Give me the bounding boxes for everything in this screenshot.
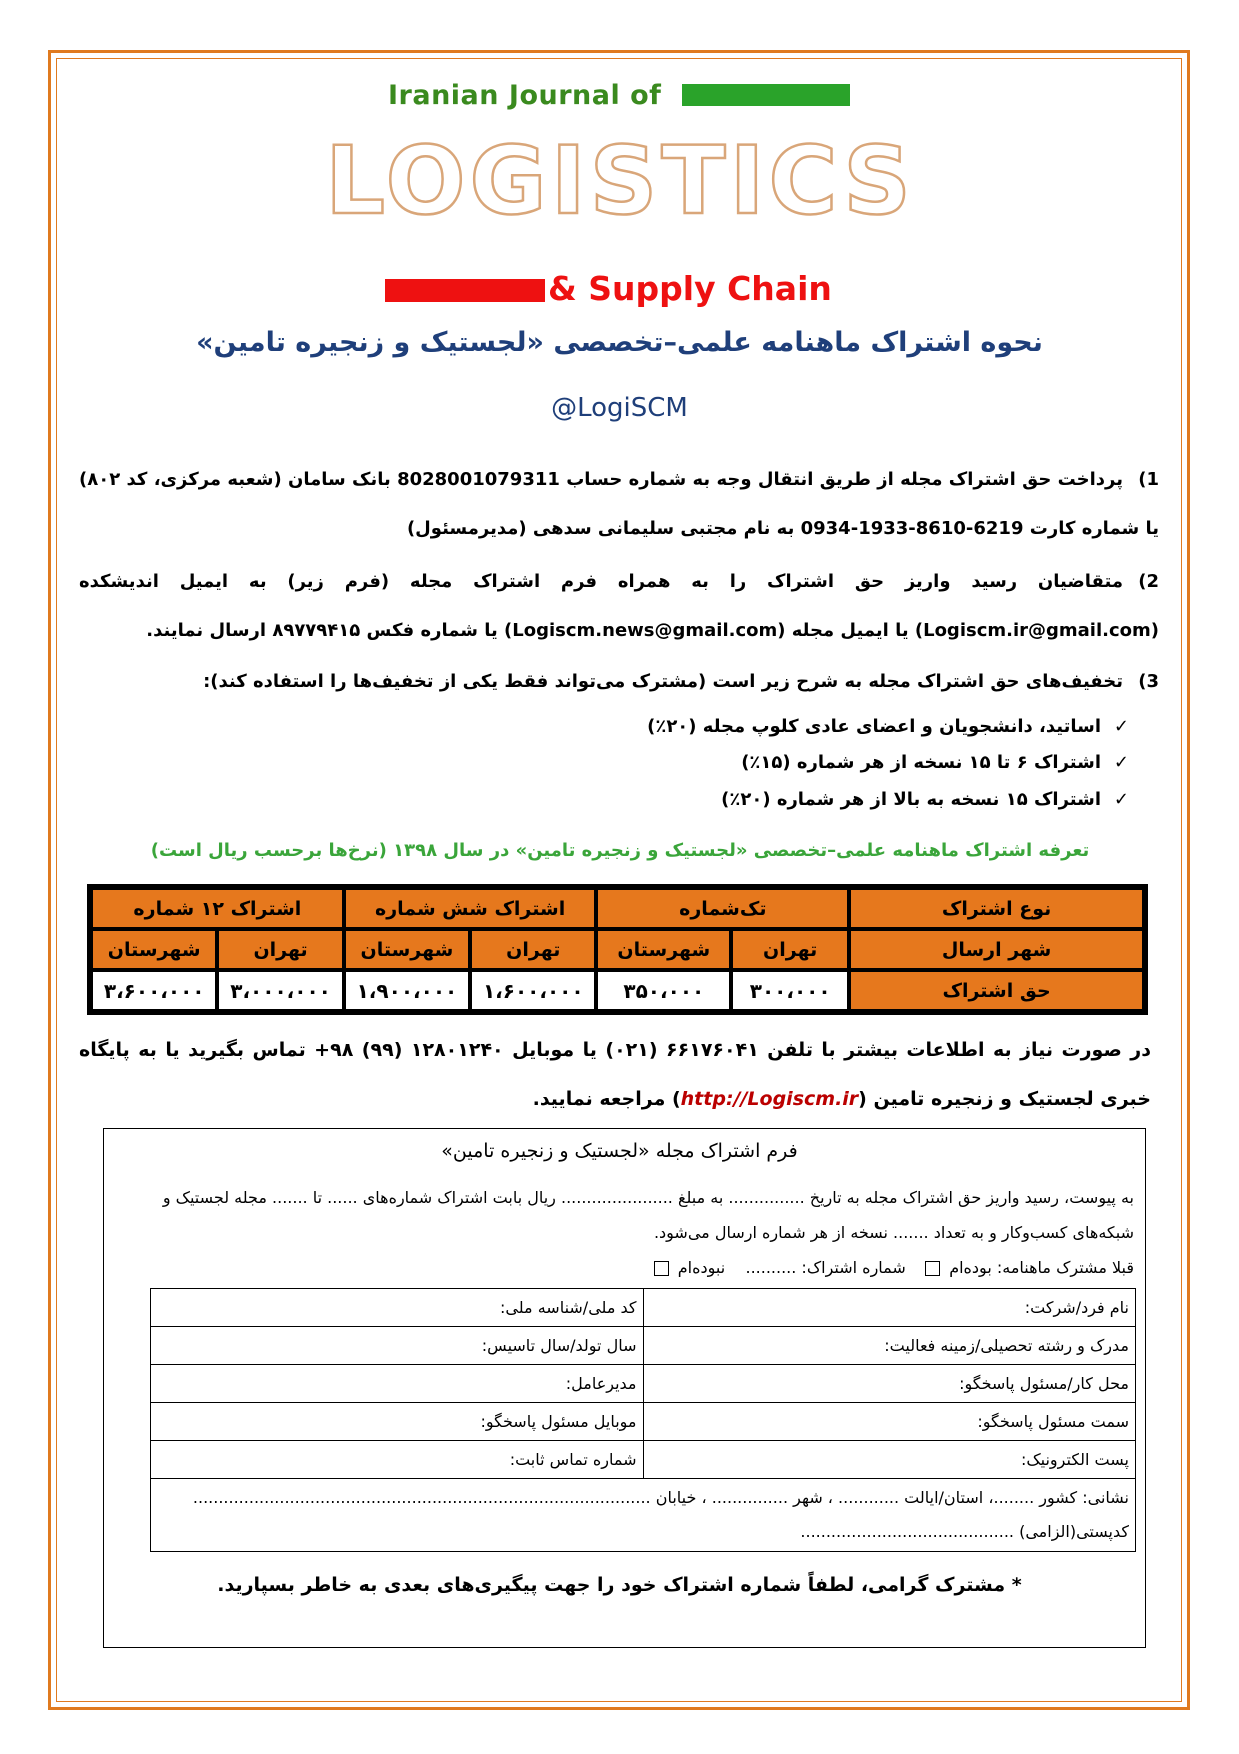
table-cell: نوع اشتراک	[849, 888, 1144, 929]
table-cell: ۳،۶۰۰،۰۰۰	[91, 970, 217, 1011]
table-cell: شهر ارسال	[849, 929, 1144, 970]
instruction-number: 2)	[1138, 571, 1159, 592]
check-icon: ✓	[1113, 789, 1129, 810]
contact-text-end: ) مراجعه نمایید.	[532, 1088, 681, 1110]
discount-item	[647, 716, 1129, 737]
table-cell: اشتراک شش شماره	[344, 888, 597, 929]
discount-item	[721, 789, 1129, 810]
field-birth-year[interactable]: سال تولد/سال تاسیس:	[151, 1327, 644, 1365]
table-cell: ۱،۹۰۰،۰۰۰	[344, 970, 470, 1011]
logo-red-bar	[385, 279, 545, 302]
website-link[interactable]: http://Logiscm.ir	[680, 1088, 859, 1110]
svg-text:LOGISTICS: LOGISTICS	[325, 127, 915, 235]
table-cell: ۱،۶۰۰،۰۰۰	[470, 970, 596, 1011]
check-icon: ✓	[1113, 716, 1129, 737]
table-cell: ۳۵۰،۰۰۰	[596, 970, 731, 1011]
rates-table	[87, 884, 1148, 1015]
table-row	[91, 929, 1144, 970]
field-name-company[interactable]: نام فرد/شرکت:	[643, 1289, 1136, 1327]
table-cell: تهران	[217, 929, 343, 970]
table-cell: شهرستان	[91, 929, 217, 970]
table-cell: تک‌شماره	[596, 888, 849, 929]
field-email[interactable]: پست الکترونیک:	[643, 1441, 1136, 1479]
footer-note: * مشترک گرامی، لطفاً شماره اشتراک خود را جهت پیگیری‌های بعدی به خاطر بسپارید.	[217, 1574, 1022, 1596]
instruction-number: 1)	[1138, 469, 1159, 490]
journal-logo-top	[388, 78, 661, 112]
logo-top-text: Iranian Journal of	[388, 79, 662, 111]
checkbox-yes[interactable]	[925, 1261, 940, 1276]
check-icon: ✓	[1113, 752, 1129, 773]
table-row	[91, 888, 1144, 929]
address-line: نشانی: کشور ........، استان/ایالت ............ ، شهر ............... ، خیابان ..........................................................................................	[192, 1488, 1129, 1507]
table-cell: ۳،۰۰۰،۰۰۰	[217, 970, 343, 1011]
form-intro-text: به پیوست، رسید واریز حق اشتراک مجله به تاریخ ............... به مبلغ ...................... ریال بابت اشتراک شماره‌های ...... تا ....... مجله لجستیک و شبکه‌های کسب‌وکار و به تعداد ....... نسخه از هر شماره ارسال می‌شود.	[162, 1188, 1134, 1242]
discount-item	[741, 752, 1129, 773]
instruction-2	[79, 557, 1159, 655]
table-cell: شهرستان	[344, 929, 470, 970]
not-subscriber-label: نبوده‌ام	[677, 1258, 726, 1277]
table-cell: ۳۰۰،۰۰۰	[731, 970, 849, 1011]
instruction-text: متقاضیان رسید واریز حق اشتراک را به همراه فرم اشتراک مجله (فرم زیر) به ایمیل اندیشکده (Logiscm.ir@gmail.com) یا ایمیل مجله (Logiscm.news@gmail.com) یا شماره فکس ۸۹۷۷۹۴۱۵ ارسال نمایند.	[79, 571, 1159, 641]
contact-info	[79, 1026, 1151, 1124]
table-cell: تهران	[731, 929, 849, 970]
instruction-text: پرداخت حق اشتراک مجله از طریق انتقال وجه به شماره حساب 8028001079311 بانک سامان (شعبه مرکزی، کد ۸۰۲) یا شماره کارت 6219-8610-1933-0934 به نام مجتبی سلیمانی سدهی (مدیرمسئول)	[79, 469, 1159, 539]
rates-title: تعرفه اشتراک ماهنامه علمی–تخصصی «لجستیک و زنجیره تامین» در سال ۱۳۹۸ (نرخ‌ها برحسب ریال است)	[150, 840, 1090, 861]
table-row	[151, 1403, 1136, 1441]
page-title: نحوه اشتراک ماهنامه علمی–تخصصی «لجستیک و زنجیره تامین»	[196, 327, 1043, 358]
logo-main-wordmark	[0, 125, 1239, 235]
previous-subscriber-line	[114, 1250, 1134, 1285]
instruction-3	[79, 657, 1159, 706]
table-row	[151, 1327, 1136, 1365]
discount-text: اشتراک ۶ تا ۱۵ نسخه از هر شماره (۱۵٪)	[741, 752, 1101, 773]
field-landline[interactable]: شماره تماس ثابت:	[151, 1441, 644, 1479]
form-fields-table	[150, 1288, 1136, 1552]
field-responsible-position[interactable]: سمت مسئول پاسخگو:	[643, 1403, 1136, 1441]
discount-text: اساتید، دانشجویان و اعضای عادی کلوپ مجله (۲۰٪)	[647, 716, 1101, 737]
form-title: فرم اشتراک مجله «لجستیک و زنجیره تامین»	[441, 1140, 798, 1162]
field-national-id[interactable]: کد ملی/شناسه ملی:	[151, 1289, 644, 1327]
table-cell: اشتراک ۱۲ شماره	[91, 888, 344, 929]
table-row	[151, 1289, 1136, 1327]
journal-logo-bottom	[548, 268, 832, 308]
discount-text: اشتراک ۱۵ نسخه به بالا از هر شماره (۲۰٪)	[721, 789, 1101, 810]
field-responsible-mobile[interactable]: موبایل مسئول پاسخگو:	[151, 1403, 644, 1441]
contact-text: در صورت نیاز به اطلاعات بیشتر با تلفن ۶۶۱۷۶۰۴۱ (۰۲۱) یا موبایل ۱۲۸۰۱۲۴۰ (۹۹) ۹۸+ تماس بگیرید یا به پایگاه خبری لجستیک و زنجیره تامین (	[79, 1039, 1151, 1110]
subscription-number-label: شماره اشتراک: ..........	[745, 1258, 906, 1277]
checkbox-no[interactable]	[654, 1261, 669, 1276]
social-handle: @LogiSCM	[551, 393, 688, 423]
field-education[interactable]: مدرک و رشته تحصیلی/زمینه فعالیت:	[643, 1327, 1136, 1365]
instruction-number: 3)	[1138, 671, 1159, 692]
prev-subscriber-label: قبلا مشترک ماهنامه: بوده‌ام	[949, 1258, 1134, 1277]
table-row	[151, 1479, 1136, 1552]
table-row	[91, 970, 1144, 1011]
instruction-1	[79, 455, 1159, 553]
table-cell: تهران	[470, 929, 596, 970]
postal-code-line: کدپستی(الزامی) ..........................................	[800, 1522, 1129, 1541]
field-address[interactable]	[151, 1479, 1136, 1552]
table-row	[151, 1365, 1136, 1403]
logo-bottom-text: & Supply Chain	[548, 268, 832, 308]
field-ceo[interactable]: مدیرعامل:	[151, 1365, 644, 1403]
table-cell: شهرستان	[596, 929, 731, 970]
table-row	[151, 1441, 1136, 1479]
field-workplace[interactable]: محل کار/مسئول پاسخگو:	[643, 1365, 1136, 1403]
logo-green-bar	[682, 84, 850, 106]
instruction-text: تخفیف‌های حق اشتراک مجله به شرح زیر است (مشترک می‌تواند فقط یکی از تخفیف‌ها را استفاده کند):	[203, 671, 1123, 692]
table-cell: حق اشتراک	[849, 970, 1144, 1011]
